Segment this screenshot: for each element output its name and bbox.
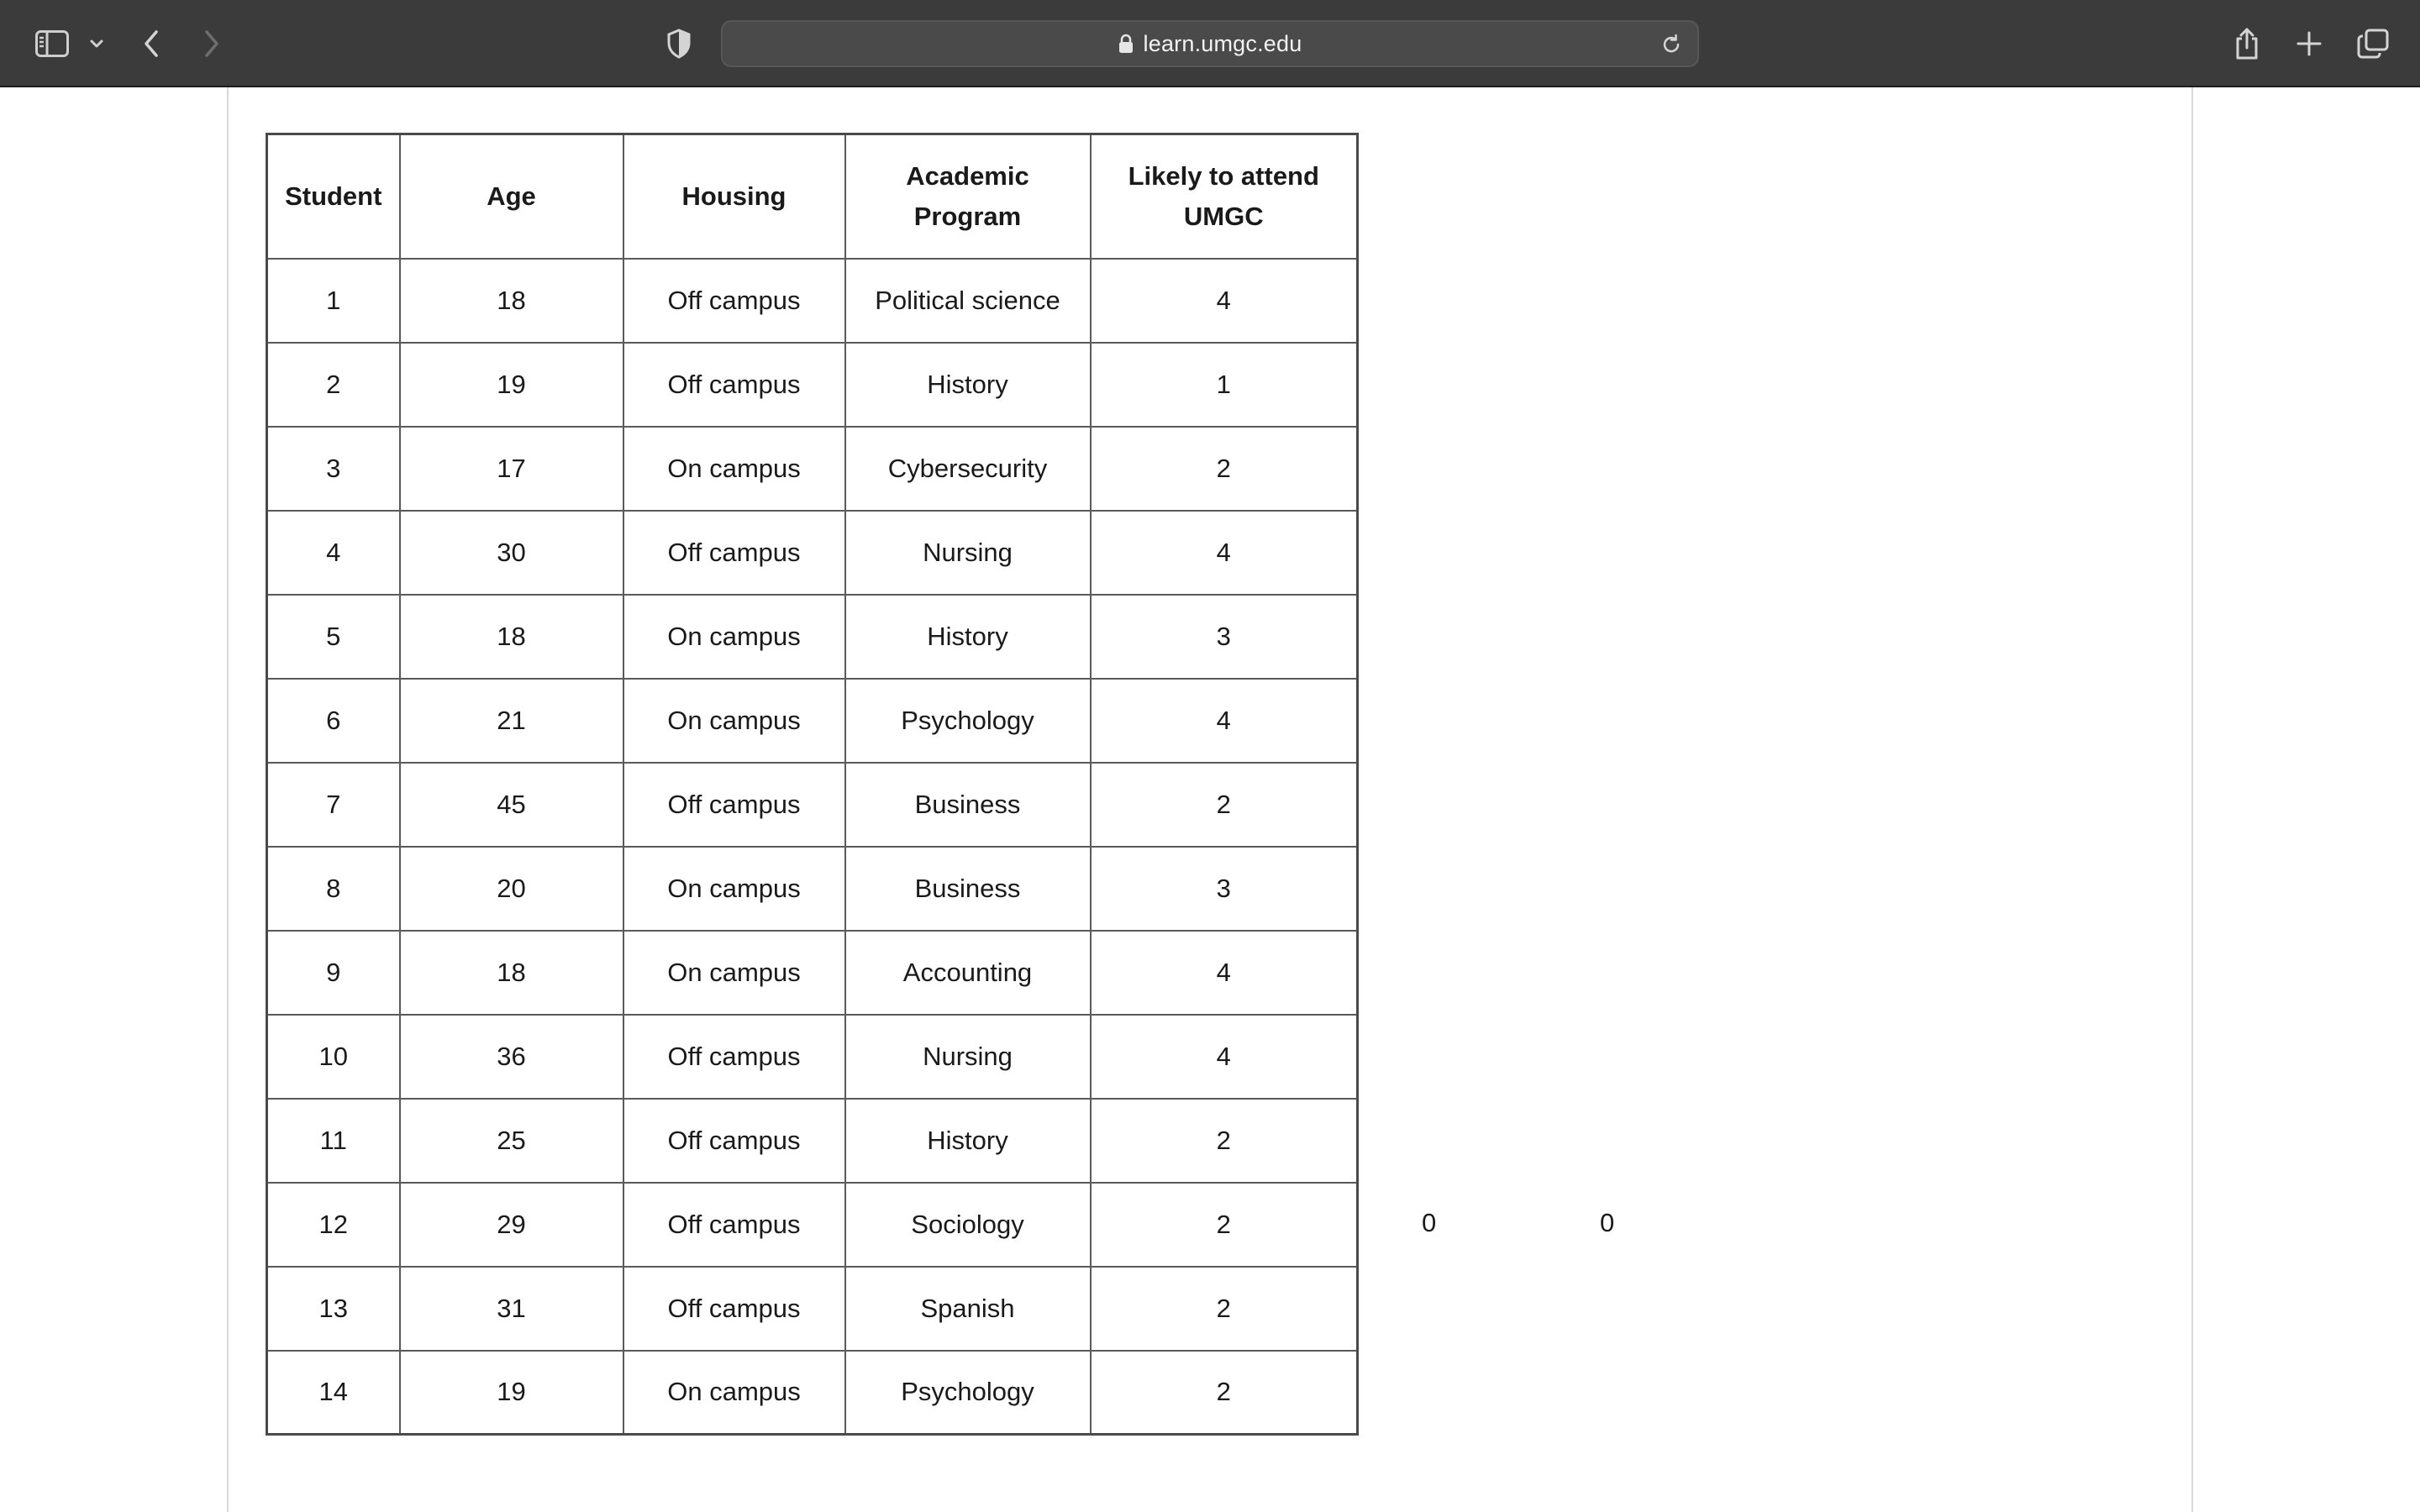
header-program-line1: Academic [906, 160, 1029, 191]
cell-age: 30 [400, 511, 623, 595]
cell-program: Psychology [845, 679, 1091, 763]
cell-program: Business [845, 763, 1091, 847]
cell-program: Sociology [845, 1183, 1091, 1267]
cell-likely: 2 [1091, 1267, 1358, 1351]
cell-student: 5 [267, 595, 400, 679]
cell-program: Accounting [845, 931, 1091, 1015]
header-likely-line2: UMGC [1183, 201, 1264, 231]
cell-likely: 4 [1091, 679, 1358, 763]
back-arrow-icon[interactable] [134, 22, 168, 66]
cell-student: 4 [267, 511, 400, 595]
forward-arrow-icon[interactable] [195, 22, 229, 66]
url-text: learn.umgc.edu [1143, 30, 1302, 56]
table-body [267, 259, 1358, 1435]
address-bar[interactable] [721, 20, 1699, 67]
cell-likely: 4 [1091, 259, 1358, 343]
share-icon[interactable] [2228, 22, 2265, 66]
cell-housing: On campus [623, 595, 845, 679]
cell-program: Psychology [845, 1351, 1091, 1435]
cell-age: 17 [400, 427, 623, 511]
cell-student: 10 [267, 1015, 400, 1099]
cell-student: 12 [267, 1183, 400, 1267]
header-housing-label: Housing [681, 181, 786, 211]
table-row [267, 763, 1358, 847]
cell-likely: 2 [1091, 427, 1358, 511]
table-row [267, 1267, 1358, 1351]
cell-likely: 2 [1091, 1351, 1358, 1435]
cell-program: Nursing [845, 1015, 1091, 1099]
cell-age: 21 [400, 679, 623, 763]
plus-icon[interactable] [2291, 22, 2328, 66]
header-age [400, 134, 623, 259]
table-row [267, 1099, 1358, 1183]
cell-student: 14 [267, 1351, 400, 1435]
stray-value: 0 [1600, 1208, 1615, 1237]
table-row [267, 595, 1358, 679]
cell-age: 36 [400, 1015, 623, 1099]
cell-housing: Off campus [623, 1015, 845, 1099]
stray-value: 0 [1422, 1208, 1437, 1237]
header-student [267, 134, 400, 259]
cell-program: Political science [845, 259, 1091, 343]
student-data-table [266, 133, 1359, 1436]
content-column [227, 87, 2193, 1512]
cell-student: 6 [267, 679, 400, 763]
cell-likely: 2 [1091, 1183, 1358, 1267]
cell-student: 11 [267, 1099, 400, 1183]
header-academic-program [845, 134, 1091, 259]
table-row [267, 1351, 1358, 1435]
lock-icon [1118, 34, 1134, 54]
cell-housing: On campus [623, 1351, 845, 1435]
tab-overview-icon[interactable] [2353, 22, 2393, 66]
browser-toolbar [0, 0, 2420, 87]
header-housing [623, 134, 845, 259]
table-row [267, 1015, 1358, 1099]
cell-age: 29 [400, 1183, 623, 1267]
cell-age: 18 [400, 259, 623, 343]
table-row [267, 343, 1358, 427]
cell-program: Cybersecurity [845, 427, 1091, 511]
cell-housing: Off campus [623, 763, 845, 847]
header-likely-to-attend [1091, 134, 1358, 259]
cell-likely: 4 [1091, 1015, 1358, 1099]
cell-age: 19 [400, 1351, 623, 1435]
cell-housing: Off campus [623, 1099, 845, 1183]
reload-icon[interactable] [1657, 30, 1686, 59]
cell-likely: 3 [1091, 595, 1358, 679]
cell-student: 3 [267, 427, 400, 511]
cell-program: Nursing [845, 511, 1091, 595]
cell-housing: Off campus [623, 1183, 845, 1267]
cell-likely: 4 [1091, 511, 1358, 595]
page-content [0, 87, 2420, 1512]
cell-student: 2 [267, 343, 400, 427]
cell-student: 1 [267, 259, 400, 343]
cell-housing: Off campus [623, 343, 845, 427]
table-row [267, 427, 1358, 511]
cell-housing: On campus [623, 427, 845, 511]
table-row [267, 511, 1358, 595]
cell-likely: 3 [1091, 847, 1358, 931]
cell-program: Spanish [845, 1267, 1091, 1351]
table-row [267, 1183, 1358, 1267]
cell-likely: 2 [1091, 763, 1358, 847]
header-likely-line1: Likely to attend [1128, 160, 1319, 191]
table-row [267, 679, 1358, 763]
cell-age: 25 [400, 1099, 623, 1183]
table-row [267, 931, 1358, 1015]
table-row [267, 847, 1358, 931]
sidebar-icon[interactable] [30, 22, 74, 66]
cell-student: 13 [267, 1267, 400, 1351]
cell-program: History [845, 595, 1091, 679]
header-student-label: Student [285, 181, 382, 211]
cell-age: 20 [400, 847, 623, 931]
cell-age: 18 [400, 931, 623, 1015]
cell-housing: On campus [623, 847, 845, 931]
cell-student: 8 [267, 847, 400, 931]
chevron-down-icon[interactable] [84, 22, 109, 66]
cell-likely: 2 [1091, 1099, 1358, 1183]
cell-housing: Off campus [623, 259, 845, 343]
cell-program: History [845, 1099, 1091, 1183]
cell-program: History [845, 343, 1091, 427]
cell-age: 45 [400, 763, 623, 847]
cell-housing: Off campus [623, 1267, 845, 1351]
shield-icon[interactable] [660, 22, 697, 66]
cell-likely: 4 [1091, 931, 1358, 1015]
cell-housing: On campus [623, 931, 845, 1015]
table-row [267, 259, 1358, 343]
cell-program: Business [845, 847, 1091, 931]
table-header-row [267, 134, 1358, 259]
cell-likely: 1 [1091, 343, 1358, 427]
cell-age: 31 [400, 1267, 623, 1351]
cell-age: 18 [400, 595, 623, 679]
cell-housing: Off campus [623, 511, 845, 595]
cell-student: 7 [267, 763, 400, 847]
cell-student: 9 [267, 931, 400, 1015]
cell-age: 19 [400, 343, 623, 427]
header-age-label: Age [487, 181, 536, 211]
cell-housing: On campus [623, 679, 845, 763]
header-program-line2: Program [913, 201, 1022, 231]
